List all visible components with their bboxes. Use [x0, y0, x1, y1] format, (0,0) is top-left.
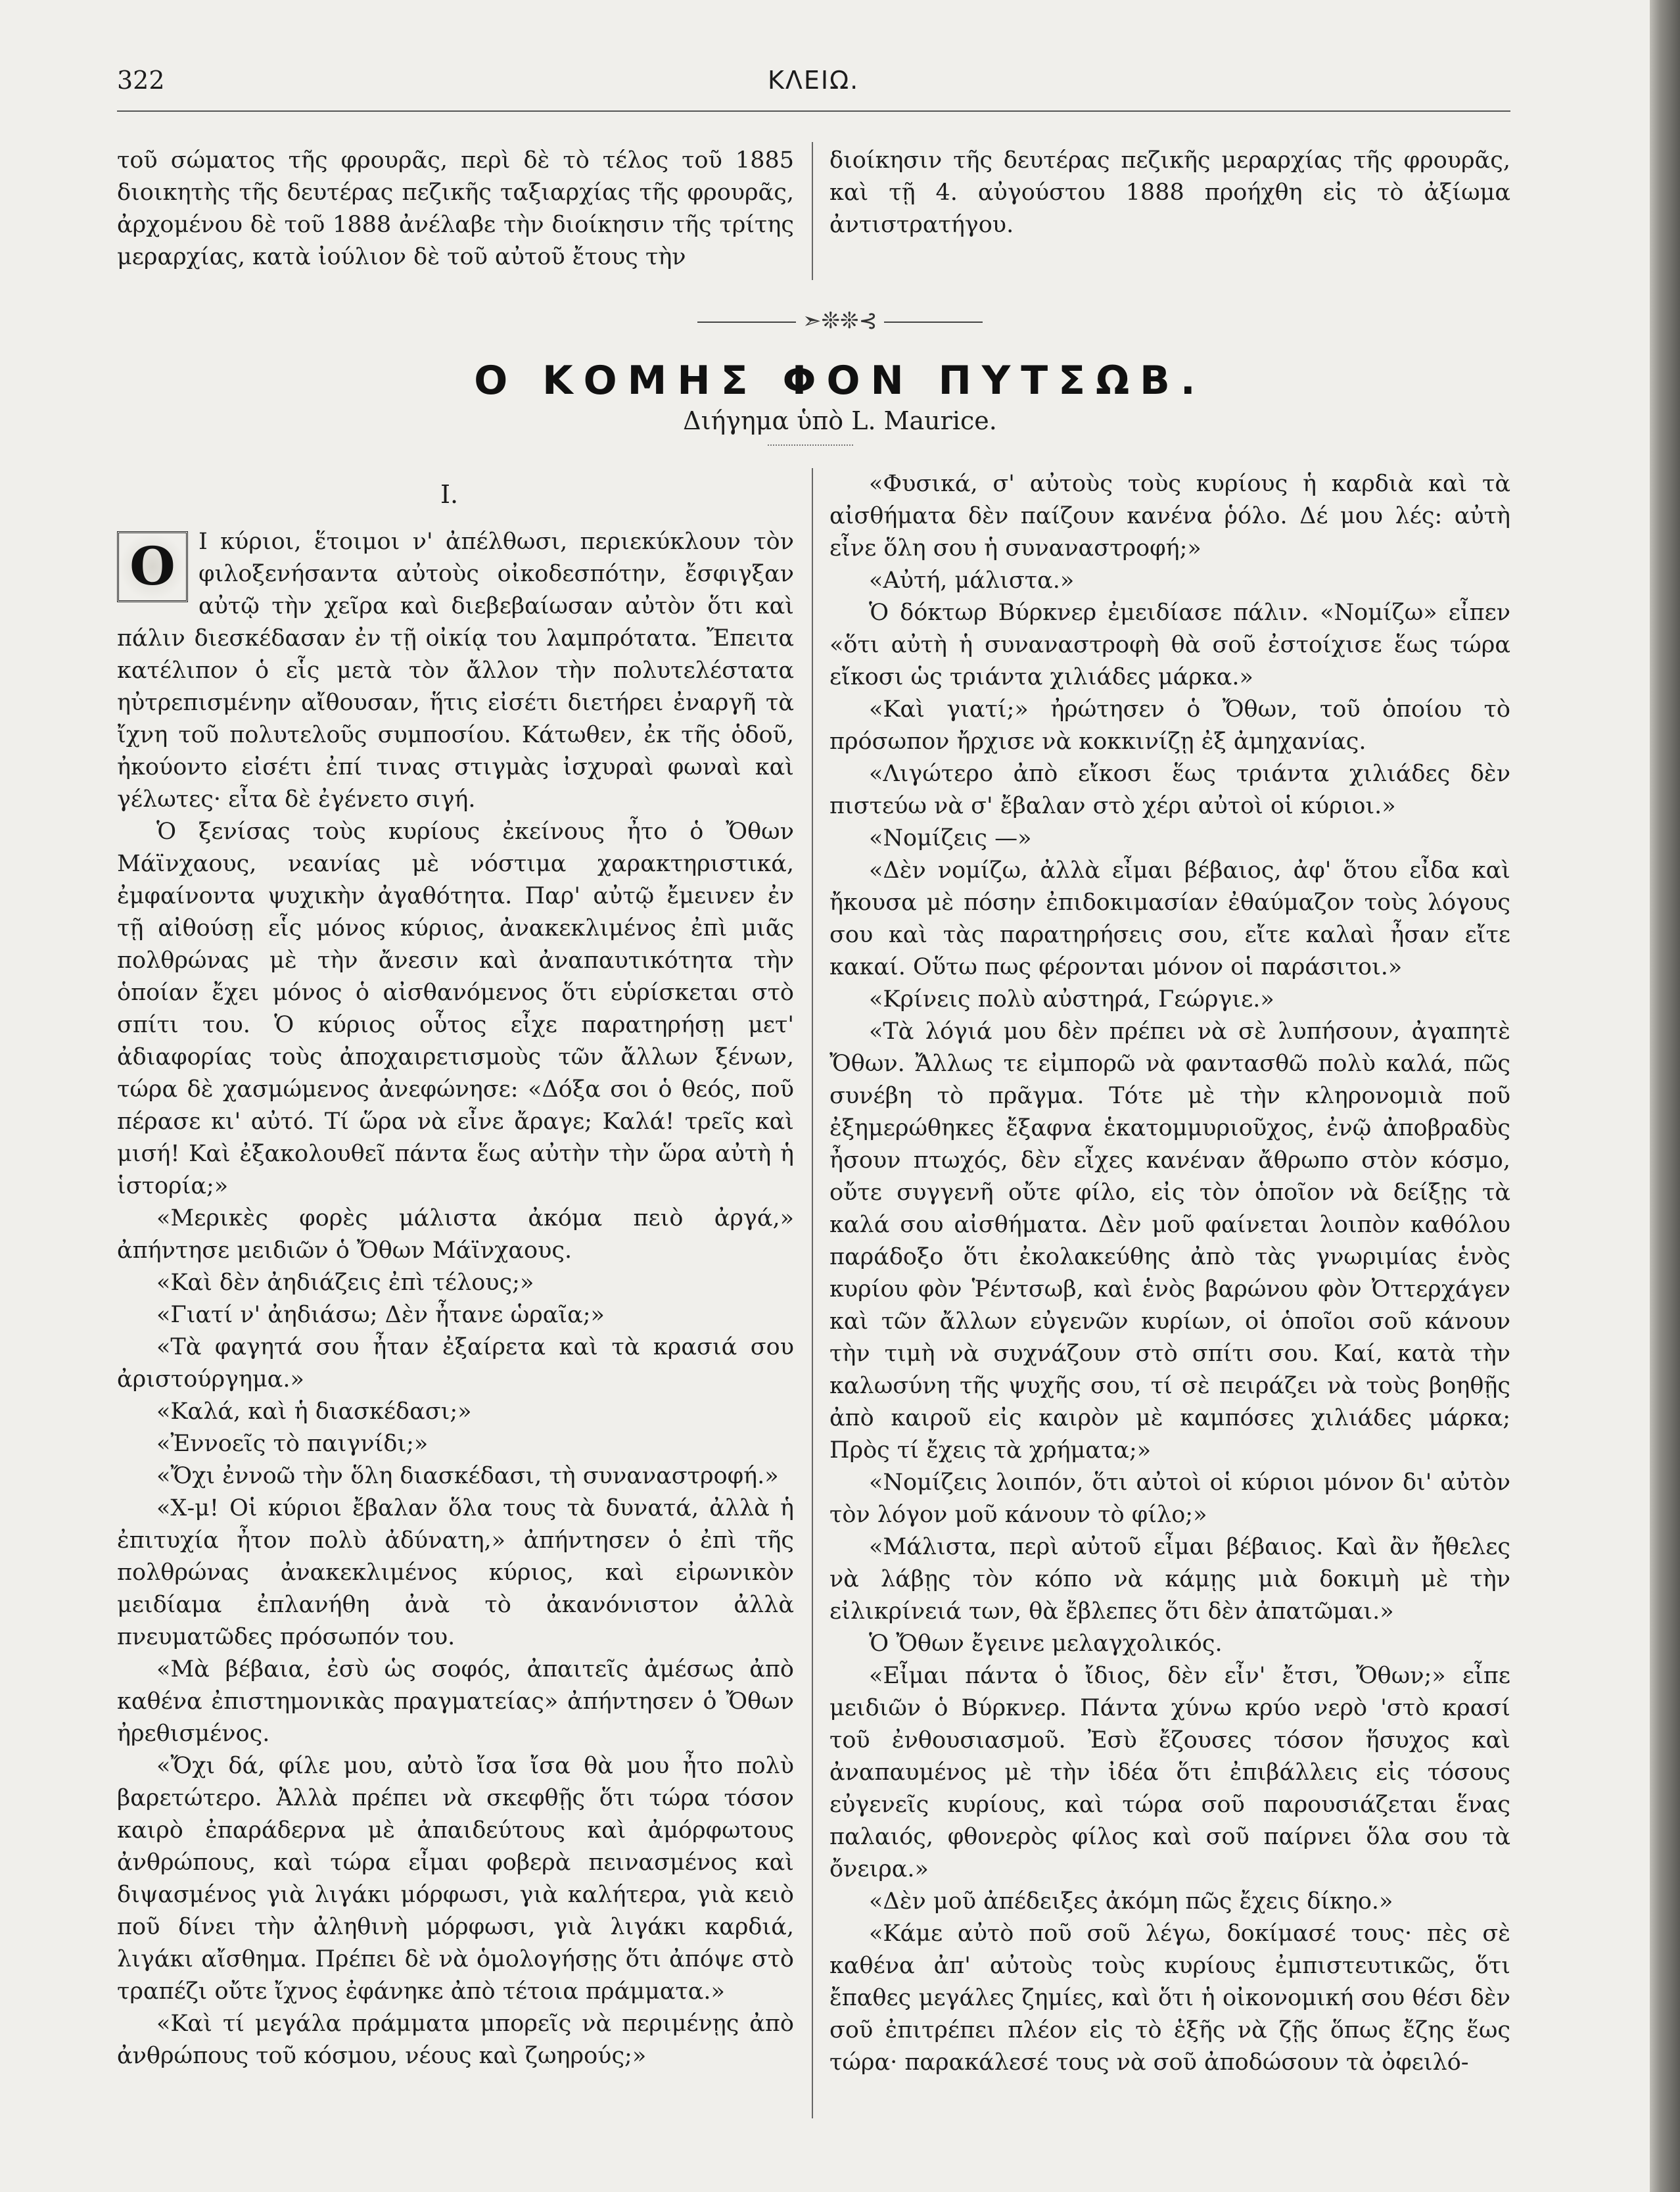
- paragraph: «Κρίνεις πολὺ αὐστηρά, Γεώργιε.»: [869, 986, 1274, 1013]
- paragraph: Ὁ Ὄθων ἔγεινε μελαγχολικός.: [869, 1631, 1223, 1657]
- paragraph: «Τὰ φαγητά σου ἦταν ἐξαίρετα καὶ τὰ κρασιά σου ἀριστούργημα.»: [117, 1334, 794, 1393]
- main-column-divider: [812, 468, 813, 2118]
- ornament-rule-left: [697, 322, 796, 323]
- paragraph: «Καὶ τί μεγάλα πράμματα μπορεῖς νὰ περιμένῃς ἀπὸ ἀνθρώπους τοῦ κόσμου, νέους καὶ ζωηρούς;»: [117, 2011, 794, 2069]
- paragraph: «Τὰ λόγιά μου δὲν πρέπει νὰ σὲ λυπήσουν, ἀγαπητὲ Ὄθων. Ἄλλως τε εἰμπορῶ νὰ φαντασθῶ πολὺ καλά, πῶς συνέβη τὸ πρᾶγμα. Τότε μὲ τὴν κληρονομιὰ ποῦ ἐξημερώθηκες ἔξαφνα ἑκατομμυριοῦχος, ἐνῷ ἀποβραδὺς ἦσουν πτωχός, δὲν εἶχες κανέναν ἄθρωπο στὸν κόσμο, οὔτε συγγενῆ οὔτε φίλο, εἰς τὸν ὁποῖον νὰ δείξῃς τὰ καλά σου αἰσθήματα. Δὲν μοῦ φαίνεται λοιπὸν καθόλου παράδοξο ὅτι ἐκολακεύθης ἀπὸ τὰς γνωριμίας ἑνὸς κυρίου φὸν Ῥέντσωβ, καὶ ἑνὸς βαρώνου φὸν Ὀττερχάγεν καὶ τῶν ἄλλων εὐγενῶν κυρίων, οἱ ὁποῖοι σοῦ κάνουν τὴν τιμὴ νὰ συχνάζουν στὸ σπίτι σου. Καί, κατὰ τὴν καλωσύνη τῆς ψυχῆς σου, τί σὲ πειράζει νὰ τοὺς βοηθῇς ἀπὸ καιροῦ εἰς καιρὸν μὲ καμπόσες χιλιάδες μάρκα; Πρὸς τί ἔχεις τὰ χρήματα;»: [829, 1018, 1510, 1464]
- opening-paragraph: [117, 526, 794, 816]
- paragraph: «Ὄχι ἐννοῶ τὴν ὅλη διασκέδασι, τὴ συναναστροφή.»: [156, 1463, 779, 1489]
- top-right-paragraph: διοίκησιν τῆς δευτέρας πεζικῆς μεραρχίας τῆς φρουρᾶς, καὶ τῇ 4. αὐγούστου 1888 προήχθη εἰς τὸ ἀξίωμα ἀντιστρατήγου.: [829, 147, 1510, 238]
- paragraph: Ὁ δόκτωρ Βύρκνερ ἐμειδίασε πάλιν. «Νομίζω» εἶπεν «ὅτι αὐτὴ ἡ συναναστροφὴ θὰ σοῦ ἐστοίχισε ἕως τώρα εἴκοσι ὡς τριάντα χιλιάδες μάρκα.»: [829, 600, 1510, 690]
- paragraph: «Δὲν μοῦ ἀπέδειξες ἀκόμη πῶς ἔχεις δίκηο.»: [869, 1888, 1393, 1915]
- paragraph: «Νομίζεις —»: [869, 825, 1032, 851]
- running-title: ΚΛΕΙΩ.: [768, 66, 860, 95]
- main-left-column: [117, 526, 794, 2072]
- paragraph: «Δὲν νομίζω, ἀλλὰ εἶμαι βέβαιος, ἀφ' ὅτου εἶδα καὶ ἤκουσα μὲ πόσην ἐπιδοκιμασίαν ἐθαύμαζον τοὺς λόγους σου καὶ τὰς παρατηρήσεις σου, εἴτε καλαὶ ἦσαν εἴτε κακαί. Οὕτω πως φέρονται μόνον οἱ παράσιτοι.»: [829, 857, 1510, 980]
- opening-text: Ι κύριοι, ἕτοιμοι ν' ἀπέλθωσι, περιεκύκλουν τὸν φιλοξενήσαντα αὐτοὺς οἰκοδεσπότην, ἔσφιγξαν αὐτῷ τὴν χεῖρα καὶ διεβεβαίωσαν αὐτὸν ὅτι καὶ πάλιν διεσκέδασαν ἐν τῇ οἰκίᾳ του λαμπρότατα. Ἔπειτα κατέλιπον ὁ εἷς μετὰ τὸν ἄλλον τὴν πολυτελέστατα ηὐτρεπισμένην αἴθουσαν, ἥτις εἰσέτι διετήρει ἐναργῆ τὰ ἴχνη τοῦ πολυτελοῦς συμποσίου. Κάτωθεν, ἐκ τῆς ὁδοῦ, ἠκούοντο εἰσέτι ἐπί τινας στιγμὰς ἰσχυραὶ φωναὶ καὶ γέλωτες· εἶτα δὲ ἐγένετο σιγή.: [117, 529, 794, 813]
- paragraph: «Λιγώτερο ἀπὸ εἴκοσι ἕως τριάντα χιλιάδες δὲν πιστεύω νὰ σ' ἔβαλαν στὸ χέρι αὐτοὶ οἱ κύριοι.»: [829, 761, 1510, 819]
- paragraph: «Χ-μ! Οἱ κύριοι ἔβαλαν ὅλα τους τὰ δυνατά, ἀλλὰ ἡ ἐπιτυχία ἦτον πολὺ ἀδύνατη,» ἀπήντησεν ὁ ἐπὶ τῆς πολθρώνας ἀνακεκλιμένος κύριος, καὶ εἰρωνικὸν μειδίαμα ἐπλανήθη ἀνὰ τὸ ἀκανόνιστον ἀλλὰ πνευματῶδες πρόσωπόν του.: [117, 1495, 794, 1650]
- paragraph: «Μάλιστα, περὶ αὐτοῦ εἶμαι βέβαιος. Καὶ ἂν ἤθελες νὰ λάβῃς τὸν κόπο νὰ κάμῃς μιὰ δοκιμὴ μὲ τὴν εἰλικρίνειά των, θὰ ἔβλεπες ὅτι δὲν ἀπατῶμαι.»: [829, 1534, 1510, 1625]
- paragraph: «Καὶ γιατί;» ἠρώτησεν ὁ Ὄθων, τοῦ ὁποίου τὸ πρόσωπον ἤρχισε νὰ κοκκινίζῃ ἐξ ἀμηχανίας.: [829, 696, 1510, 755]
- ornament-glyph: ➣❊❊⊰: [803, 308, 877, 334]
- story-byline: Διήγημα ὑπὸ L. Maurice.: [683, 406, 997, 435]
- ornament-rule-right: [884, 322, 983, 323]
- top-left-column: [117, 145, 794, 274]
- paragraph: «Μὰ βέβαια, ἐσὺ ὡς σοφός, ἀπαιτεῖς ἀμέσως ἀπὸ καθένα ἐπιστημονικὰς πραγματείας» ἀπήντησεν ὁ Ὄθων ἠρεθισμένος.: [117, 1656, 794, 1747]
- paragraph: «Εἶμαι πάντα ὁ ἴδιος, δὲν εἶν' ἔτσι, Ὄθων;» εἶπε μειδιῶν ὁ Βύρκνερ. Πάντα χύνω κρύο νερὸ 'στὸ κρασί τοῦ ἐνθουσιασμοῦ. Ἐσὺ ἔζουσες τόσον ἥσυχος καὶ ἀναπαυμένος μὲ τὴν ἰδέα ὅτι ἐπιβάλλεις εἰς τόσους εὐγενεῖς κυρίους, καὶ τώρα σοῦ παρουσιάζεται ἕνας παλαιός, φθονερὸς φίλος καὶ σοῦ παίρνει ὅλα σου τὰ ὄνειρα.»: [829, 1663, 1510, 1882]
- main-right-column: [829, 468, 1510, 2079]
- top-left-paragraph: τοῦ σώματος τῆς φρουρᾶς, περὶ δὲ τὸ τέλος τοῦ 1885 διοικητὴς τῆς δευτέρας πεζικῆς ταξιαρχίας τῆς φρουρᾶς, ἀρχομένου δὲ τοῦ 1888 ἀνέλαβε τὴν διοίκησιν τῆς τρίτης μεραρχίας, κατὰ ἰούλιον δὲ τοῦ αὐτοῦ ἔτους τὴν: [117, 147, 794, 270]
- paragraph: Ὁ ξενίσας τοὺς κυρίους ἐκείνους ἦτο ὁ Ὄθων Μάϊνχαους, νεανίας μὲ νόστιμα χαρακτηριστικά, ἐμφαίνοντα ψυχικὴν ἀγαθότητα. Παρ' αὐτῷ ἔμεινεν ἐν τῇ αἰθούσῃ εἷς μόνος κύριος, ἀνακεκλιμένος ἐπὶ μιᾶς πολθρώνας μὲ τὴν ἄνεσιν καὶ ἀναπαυτικότητα τὴν ὁποίαν ἔχει μόνος ὁ αἰσθανόμενος ὅτι εὑρίσκεται στὸ σπίτι του. Ὁ κύριος οὗτος εἶχε παρατηρήσῃ μετ' ἀδιαφορίας τοὺς ἀποχαιρετισμοὺς τῶν ἄλλων ξένων, τώρα δὲ χασμώμενος ἀνεφώνησε: «Δόξα σοι ὁ θεός, ποῦ πέρασε κι' αὐτό. Τί ὥρα νὰ εἶνε ἄραγε; Καλά! τρεῖς καὶ μισή! Καὶ ἐξακολουθεῖ πάντα ἕως αὐτὴν τὴν ὥρα αὐτὴ ἡ ἱστορία;»: [117, 819, 794, 1199]
- paragraph: «Γιατί ν' ἀηδιάσω; Δὲν ἦτανε ὡραῖα;»: [156, 1302, 605, 1328]
- paragraph: «Μερικὲς φορὲς μάλιστα ἀκόμα πειὸ ἀργά,» ἀπήντησε μειδιῶν ὁ Ὄθων Μάϊνχαους.: [117, 1205, 794, 1264]
- paragraph: «Φυσικά, σ' αὐτοὺς τοὺς κυρίους ἡ καρδιὰ καὶ τὰ αἰσθήματα δὲν παίζουν κανένα ῥόλο. Δέ μου λές: αὐτὴ εἶνε ὅλη σου ἡ συναναστροφή;»: [829, 471, 1510, 561]
- story-title: Ο ΚΟΜΗΣ ΦΟΝ ΠΥΤΣΩΒ.: [474, 358, 1206, 404]
- top-column-divider: [812, 142, 813, 280]
- paragraph: «Καὶ δὲν ἀηδιάζεις ἐπὶ τέλους;»: [156, 1270, 534, 1296]
- paragraph: «Νομίζεις λοιπόν, ὅτι αὐτοὶ οἱ κύριοι μόνον δι' αὐτὸν τὸν λόγον μοῦ κάνουν τὸ φίλο;»: [829, 1469, 1510, 1528]
- paragraph: «Καλά, καὶ ἡ διασκέδασι;»: [156, 1398, 472, 1425]
- paragraph: «Κάμε αὐτὸ ποῦ σοῦ λέγω, δοκίμασέ τους· πὲς σὲ καθένα ἀπ' αὐτοὺς τοὺς κυρίους ἐμπιστευτικῶς, ὅτι ἔπαθες μεγάλες ζημίες, καὶ ὅτι ἡ οἰκονομική σου θέσι δὲν σοῦ ἐπιτρέπει πλέον εἰς τὸ ἑξῆς νὰ ζῇς ὅπως ἔζης ἕως τώρα· παρακάλεσέ τους νὰ σοῦ ἀποδώσουν τὰ ὀφειλό-: [829, 1920, 1510, 2076]
- top-right-column: [829, 145, 1510, 241]
- paragraph: «Αὐτή, μάλιστα.»: [869, 567, 1075, 594]
- header-rule: [117, 110, 1510, 112]
- section-number: I.: [440, 480, 459, 509]
- paragraph: «Ἐννοεῖς τὸ παιγνίδι;»: [156, 1431, 429, 1457]
- section-ornament: [0, 308, 1680, 334]
- paragraph: «Ὄχι δά, φίλε μου, αὐτὸ ἴσα ἴσα θὰ μου ἦτο πολὺ βαρετώτερο. Ἀλλὰ πρέπει νὰ σκεφθῇς ὅτι τώρα τόσον καιρὸ ἐπαράδερνα μὲ ἀπαιδεύτους καὶ ἀμόρφωτους ἀνθρώπους, καὶ τώρα εἶμαι φοβερὰ πεινασμένος καὶ διψασμένος γιὰ λιγάκι μόρφωσι, γιὰ καλήτερα, γιὰ κειὸ ποῦ δίνει τὴν ἀληθινὴ μόρφωσι, γιὰ λιγάκι καρδιά, λιγάκι αἴσθημα. Πρέπει δὲ νὰ ὁμολογήσῃς ὅτι ἀπόψε στὸ τραπέζι οὔτε ἴχνος ἐφάνηκε ἀπὸ τέτοια πράμματα.»: [117, 1753, 794, 2005]
- byline-rule: [768, 444, 853, 446]
- page-number: 322: [117, 66, 165, 95]
- drop-cap-initial: Ο: [117, 531, 188, 602]
